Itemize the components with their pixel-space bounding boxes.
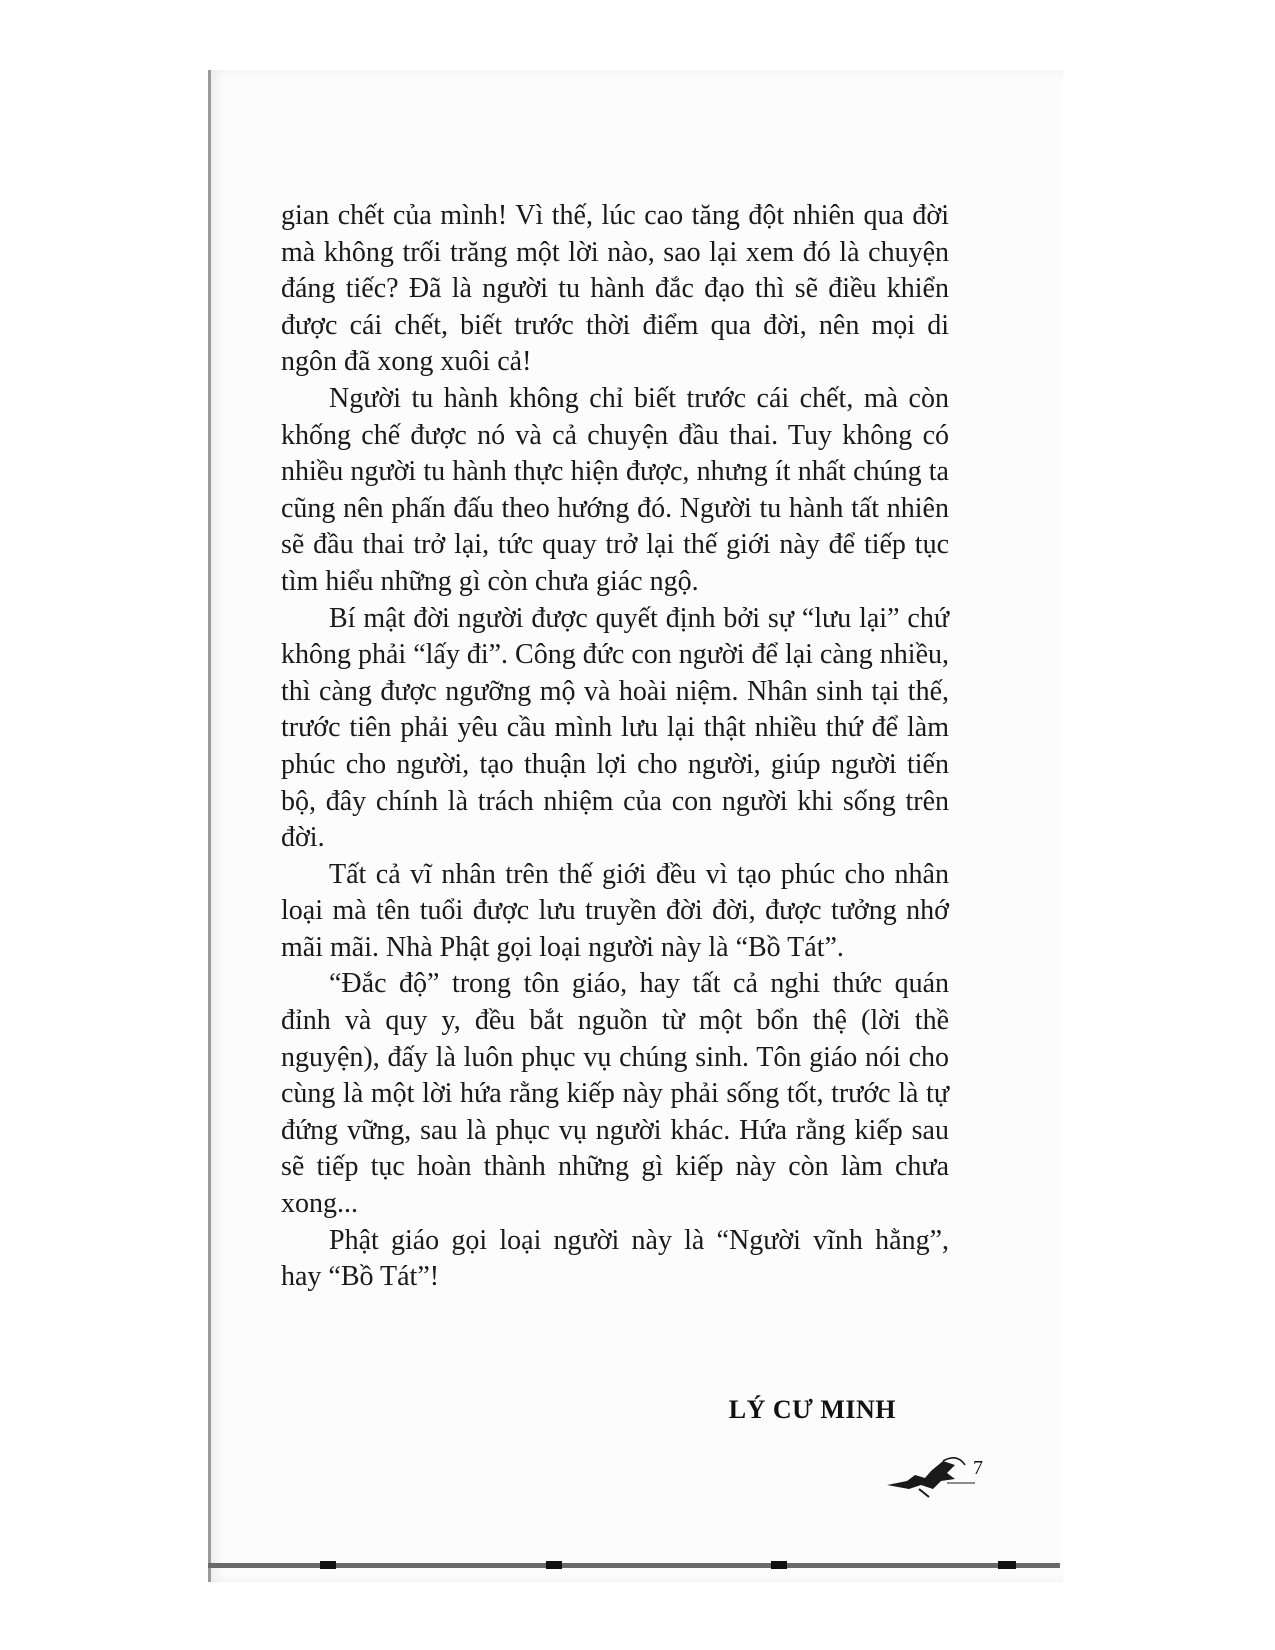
page-bottom-edge xyxy=(208,1560,1060,1570)
paragraph-2: Người tu hành không chỉ biết trước cái chết, mà còn khống chế được nó và cả chuyện đầu thai. Tuy không có nhiều người tu hành thực hiện được, nhưng ít nhất chúng ta cũng nên phấn đấu theo hướng đó. Người tu hành tất nhiên sẽ đầu thai trở lại, tức quay trở lại thế giới này để tiếp tục tìm hiểu những gì còn chưa giác ngộ. xyxy=(281,382,949,597)
paragraph-5: “Đắc độ” trong tôn giáo, hay tất cả nghi thức quán đỉnh và quy y, đều bắt nguồn từ một bổn thệ (lời thề nguyện), đấy là luôn phục vụ chúng sinh. Tôn giáo nói cho cùng là một lời hứa rằng kiếp này phải sống tốt, trước là tự đứng vững, sau là phục vụ người khác. Hứa rằng kiếp sau sẽ tiếp tục hoàn thành những gì kiếp này còn làm chưa xong... xyxy=(281,968,949,1220)
bird-ornament-icon xyxy=(885,1455,975,1499)
paragraph-6: Phật giáo gọi loại người này là “Người vĩnh hằng”, hay “Bồ Tát”! xyxy=(281,1224,949,1293)
paragraph-3: Bí mật đời người được quyết định bởi sự “lưu lại” chứ không phải “lấy đi”. Công đức con người để lại càng nhiều, thì càng được ngưỡng mộ và hoài niệm. Nhân sinh tại thế, trước tiên phải yêu cầu mình lưu lại thật nhiều thứ để làm phúc cho người, tạo thuận lợi cho người, giúp người tiến bộ, đây chính là trách nhiệm của con người khi sống trên đời. xyxy=(281,602,949,854)
author-signature: LÝ CƯ MINH xyxy=(728,1395,896,1424)
paragraph-1: gian chết của mình! Vì thế, lúc cao tăng đột nhiên qua đời mà không trối trăng một lời nào, sao lại xem đó là chuyện đáng tiếc? Đã là người tu hành đắc đạo thì sẽ điều khiển được cái chết, biết trước thời điểm qua đời, nên mọi di ngôn đã xong xuôi cả! xyxy=(281,200,949,378)
paragraph-4: Tất cả vĩ nhân trên thế giới đều vì tạo phúc cho nhân loại mà tên tuổi được lưu truyền đời đời, được tưởng nhớ mãi mãi. Nhà Phật gọi loại người này là “Bồ Tát”. xyxy=(281,858,949,963)
page-number: 7 xyxy=(973,1457,983,1479)
page-footer xyxy=(885,1455,995,1499)
body-text xyxy=(281,198,949,1296)
